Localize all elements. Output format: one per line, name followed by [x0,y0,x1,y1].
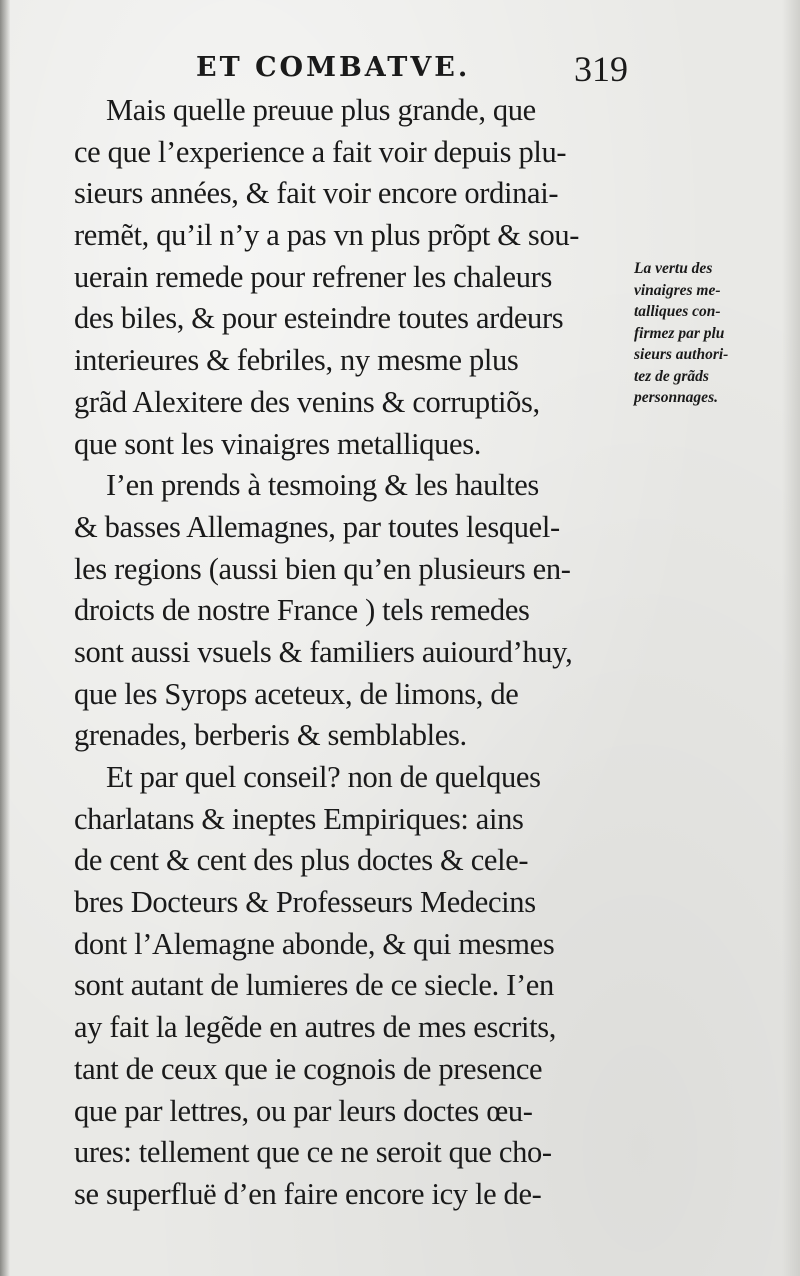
text-line: de cent & cent des plus doctes & cele- [74,843,529,878]
text-line: sieurs années, & fait voir encore ordinai- [74,176,559,211]
page-edge-shadow [782,0,800,1276]
marginal-note-line: talliques con- [634,303,721,320]
marginal-note-line: tez de grãds [634,367,709,385]
marginal-note [634,258,794,409]
text-line: les regions (aussi bien qu’en plusieurs en- [74,551,571,586]
text-line: que les Syrops aceteux, de limons, de [74,676,519,711]
text-line: remẽt, qu’il n’y a pas vn plus prõpt & sou- [74,218,580,253]
text-line: se superfluë d’en faire encore icy le de- [74,1176,542,1211]
page-gutter-shadow [0,0,10,1276]
text-line: tant de ceux que ie cognois de presence [74,1051,543,1086]
text-line: ures: tellement que ce ne seroit que cho- [74,1135,552,1170]
text-line: I’en prends à tesmoing & les haultes [106,468,539,503]
text-line: que sont les vinaigres metalliques. [74,426,482,461]
text-line: charlatans & ineptes Empiriques: ains [74,801,524,836]
text-line: des biles, & pour esteindre toutes ardeurs [74,301,564,336]
marginal-note-line: La vertu des [634,260,713,277]
text-line: que par lettres, ou par leurs doctes œu- [74,1093,533,1128]
text-line: sont autant de lumieres de ce siecle. I’en [74,968,554,1003]
page-number: 319 [574,49,628,89]
text-line: dont l’Alemagne abonde, & qui mesmes [74,926,555,961]
text-line: interieures & febriles, ny mesme plus [74,343,519,378]
marginal-note-line: vinaigres me- [634,281,721,299]
body-text [74,90,642,1216]
marginal-note-line: sieurs authori- [634,346,729,363]
text-line: Et par quel conseil? non de quelques [106,760,541,794]
text-line: grãd Alexitere des venins & corruptiõs, [74,384,540,419]
text-line: bres Docteurs & Professeurs Medecins [74,885,536,920]
text-line: droicts de nostre France ) tels remedes [74,593,530,628]
running-title: ET COMBATVE. [196,52,471,83]
text-line: Mais quelle preuue plus grande, que [106,93,536,127]
text-line: ay fait la legẽde en autres de mes escrits, [74,1010,557,1045]
text-line: sont aussi vsuels & familiers auiourd’huy, [74,634,573,669]
text-line: & basses Allemagnes, par toutes lesquel- [74,509,560,544]
text-line: grenades, berberis & semblables. [74,718,467,753]
text-line: uerain remede pour refrener les chaleurs [74,259,552,294]
text-line: ce que l’experience a fait voir depuis plu- [74,134,567,169]
marginal-note-line: firmez par plu [634,324,725,342]
marginal-note-line: personnages. [634,389,718,406]
